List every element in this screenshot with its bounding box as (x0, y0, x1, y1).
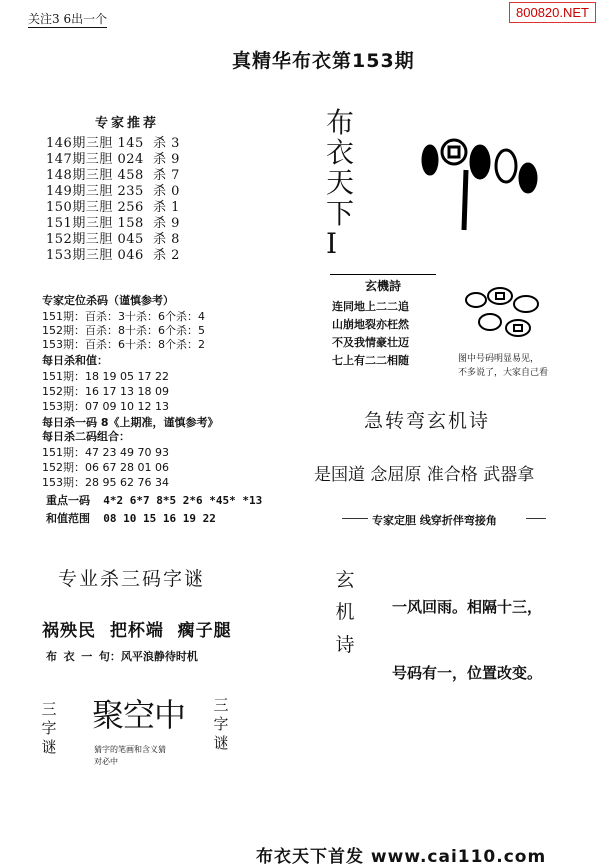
verse-char: 玄 (335, 569, 355, 591)
positional-row: 151期：百杀：3十杀：6个杀：4 (42, 310, 205, 323)
poem-line: 山崩地裂亦枉然 (332, 318, 409, 331)
poem-line: 七上有二二相随 (332, 354, 409, 367)
expert-row: 147期三胆 024 杀 9 (46, 152, 180, 167)
key-one-code: 重点一码 4*2 6*7 8*5 2*6 *45* *13 (46, 494, 263, 507)
verse-char: 诗 (335, 633, 355, 656)
positional-row: 152期：百杀：8十杀：6个杀：5 (42, 324, 205, 337)
riddle-label-char: 谜 (213, 733, 229, 752)
sum-row: 152期：16 17 13 18 09 (42, 385, 169, 398)
riddle-label-char: 三 (41, 700, 57, 718)
brand-char: 布 (326, 106, 355, 139)
brand-char: I (326, 226, 338, 260)
expert-row: 151期三胆 158 杀 9 (46, 216, 180, 231)
top-note: 关注3 6出一个 (28, 12, 108, 26)
sum-range: 和值范围 08 10 15 16 19 22 (46, 512, 216, 525)
expert-row: 146期三胆 145 杀 3 (46, 136, 180, 151)
sum-row: 151期：18 19 05 17 22 (42, 370, 169, 383)
verse-char: 机 (335, 601, 355, 624)
kill-pair-row: 152期：06 67 28 01 06 (42, 461, 169, 474)
site-watermark: 800820.NET (509, 2, 596, 23)
mystery-poem-line: 是国道 念屈原 准合格 武器拿 (314, 465, 535, 485)
verse-line: 一风回雨。相隔十三， (392, 598, 543, 616)
brand-char: 天 (326, 166, 355, 200)
image-note-line: 不多说了，大家自己看 (458, 368, 549, 378)
expert-row: 153期三胆 046 杀 2 (46, 248, 180, 263)
footer-source: 布衣天下首发 www.cai110.com (256, 847, 547, 867)
coins-illustration (460, 284, 550, 346)
poem-line: 不及我情豪壮迈 (332, 336, 409, 349)
brand-char: 衣 (326, 136, 355, 170)
poem-line: 连同地上二二追 (332, 300, 409, 313)
verse-block (392, 552, 542, 706)
expert-row: 148期三胆 458 杀 7 (46, 168, 180, 183)
kill-pair-row: 151期：47 23 49 70 93 (42, 446, 169, 459)
kill-one-code: 每日杀一码 8《上期准，谨慎参考》 (42, 416, 219, 429)
riddle-label-right (210, 696, 232, 752)
mystery-poem-title: 急转弯玄机诗 (364, 410, 491, 432)
riddle-label-char: 谜 (41, 737, 57, 756)
image-note (458, 352, 578, 380)
verse-vertical (334, 564, 356, 661)
kill-pair-row: 153期：28 95 62 76 34 (42, 476, 169, 489)
riddle-label-left (38, 700, 60, 756)
positional-heading: 专家定位杀码（谨慎参考） (42, 294, 174, 307)
riddle-caption (94, 744, 166, 768)
three-code-title: 专业杀三码字谜 (58, 568, 206, 590)
riddle-label-char: 字 (213, 714, 229, 733)
brand-vertical (326, 108, 360, 259)
sum-heading: 每日杀和值： (42, 354, 108, 367)
three-code-words: 祸殃民 把杯端 瘸子腿 (42, 621, 232, 641)
brand-char: 下 (326, 196, 355, 230)
divider (342, 518, 368, 519)
page-title: 真精华布衣第153期 (232, 50, 415, 72)
image-note-line: 图中号码明显易见， (458, 354, 540, 364)
riddle-caption-line: 对必中 (94, 757, 118, 766)
expert-heading: 专家推荐 (95, 116, 160, 131)
expert-row: 150期三胆 256 杀 1 (46, 200, 180, 215)
divider (526, 518, 546, 519)
coin-chain-illustration (410, 130, 560, 240)
poem-heading: 玄機詩 (364, 279, 401, 293)
expert-row: 152期三胆 045 杀 8 (46, 232, 180, 247)
mystery-poem-box (330, 274, 436, 370)
expert-row: 149期三胆 235 杀 0 (46, 184, 180, 199)
positional-row: 153期：百杀：6十杀：8个杀：2 (42, 338, 205, 351)
buyi-saying: 布 衣 一 句：风平浪静待时机 (46, 650, 198, 663)
verse-line: 号码有一，位置改变。 (392, 664, 543, 682)
riddle-caption-line: 猜字的笔画和含义猜 (94, 745, 166, 754)
sum-row: 153期：07 09 10 12 13 (42, 400, 169, 413)
expert-strip: 专家定胆 线穿折伴弯接角 (372, 514, 497, 527)
kill-pair-heading: 每日杀二码组合： (42, 430, 130, 443)
riddle-label-char: 字 (41, 718, 57, 737)
riddle-label-char: 三 (213, 696, 229, 714)
riddle-characters: 聚空中 (92, 696, 186, 734)
